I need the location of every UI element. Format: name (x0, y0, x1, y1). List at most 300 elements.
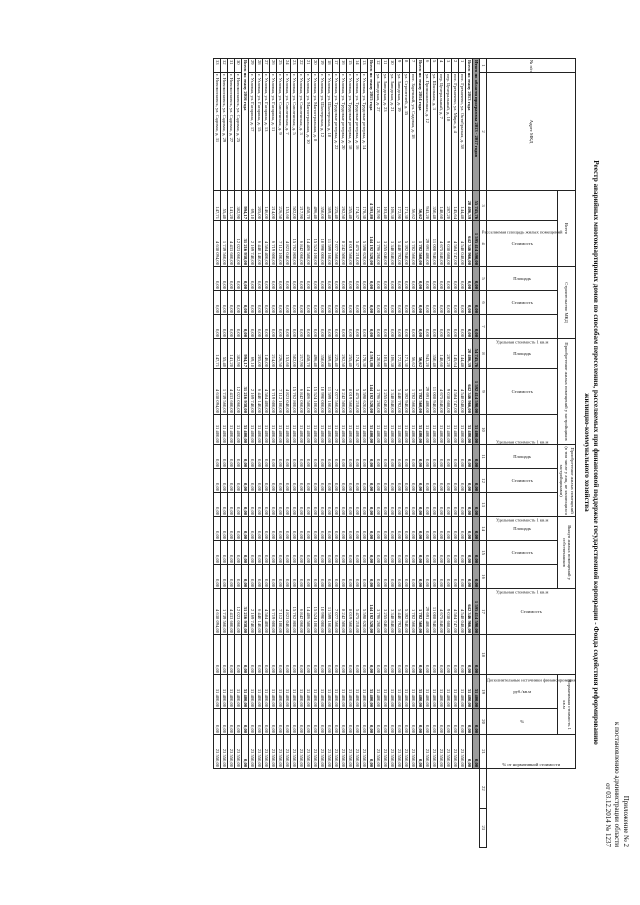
summary-value: 31 480,00 (417, 415, 424, 445)
row-value: 0,00 (298, 541, 305, 565)
row-value: 15 524 100,00 (312, 221, 319, 267)
row-value: 0,00 (298, 291, 305, 315)
row-value: 0,00 (221, 315, 228, 339)
row-value: 5 475 218,00 (354, 589, 361, 635)
row-value: 0,00 (445, 291, 452, 315)
row-value: 0,00 (382, 635, 389, 675)
row-value: 7 112 100,00 (277, 589, 284, 635)
row-number: 2 (452, 59, 459, 73)
row-value: 0,00 (312, 517, 319, 541)
row-value: 0,00 (354, 493, 361, 517)
row-value: 11 599 160,00 (326, 369, 333, 415)
row-value: 369,40 (326, 339, 333, 369)
summary-value: 0,00 (368, 709, 375, 735)
row-value: 0,00 (312, 493, 319, 517)
table-row (424, 59, 431, 848)
row-value: 31 480,00 (424, 415, 431, 445)
stage-total-row (368, 59, 375, 848)
summary-value: 31 480,00 (466, 675, 473, 709)
row-value: 350,48 (431, 191, 438, 221)
row-value: 31 400,00 (326, 675, 333, 709)
row-value: 8 019 560,00 (347, 369, 354, 415)
row-value: 0,00 (459, 445, 466, 469)
row-value: 31 480,00 (382, 675, 389, 709)
row-value: 4 823 040,00 (284, 589, 291, 635)
row-value: 3 796 260,00 (375, 221, 382, 267)
row-value: 0,00 (354, 517, 361, 541)
row-value: 0,00 (305, 267, 312, 291)
row-value: 106,38 (389, 339, 396, 369)
row-value: 0,00 (375, 541, 382, 565)
row-value: 0,00 (431, 469, 438, 493)
column-number-cell: 23 (480, 808, 487, 847)
summary-value: 0,00 (242, 735, 249, 769)
row-value: 0,00 (333, 267, 340, 291)
row-value: 262,50 (340, 191, 347, 221)
row-value: 0,00 (270, 267, 277, 291)
row-value: 226,50 (277, 339, 284, 369)
row-value: 0,00 (214, 315, 221, 339)
row-value: 23 550,00 (333, 735, 340, 769)
summary-value: 0,00 (473, 315, 480, 339)
summary-value: 0,00 (473, 469, 480, 493)
row-value: 0,00 (263, 267, 270, 291)
column-number-cell: 12 (480, 469, 487, 493)
row-value: 0,00 (424, 291, 431, 315)
row-value: 23 550,00 (424, 735, 431, 769)
row-value: 23 550,00 (277, 735, 284, 769)
row-value: 0,00 (438, 469, 445, 493)
row-value: 23 550,00 (361, 735, 368, 769)
row-value: 6 842 060,00 (298, 221, 305, 267)
summary-value: 0,00 (368, 635, 375, 675)
header-other-cost: Стоимость (487, 469, 558, 493)
row-number: 30 (235, 59, 242, 73)
row-value: 0,00 (354, 445, 361, 469)
row-value: 255,40 (347, 339, 354, 369)
summary-value: 0,00 (417, 445, 424, 469)
row-value: 0,00 (312, 709, 319, 735)
row-value: 0,00 (375, 291, 382, 315)
row-value: 7 077 560,00 (333, 369, 340, 415)
summary-value: 1 782 560,00 (417, 369, 424, 415)
row-value: 0,00 (361, 541, 368, 565)
header-developers-group: Приобретение жилых помещений у застройщиков (558, 339, 576, 445)
row-value: 287,20 (445, 339, 452, 369)
row-value: 5 598 620,00 (361, 221, 368, 267)
row-value: 0,00 (340, 445, 347, 469)
row-value: 0,00 (361, 315, 368, 339)
row-value: 0,00 (284, 315, 291, 339)
summary-value: 0,00 (417, 735, 424, 769)
row-value: 0,00 (389, 565, 396, 589)
row-value: 144,48 (459, 191, 466, 221)
row-value: 0,00 (221, 565, 228, 589)
row-value: 11 008 940,00 (431, 369, 438, 415)
column-number-cell: 15 (480, 541, 487, 565)
row-value: 0,00 (235, 445, 242, 469)
table-row (375, 59, 382, 848)
summary-value: 31 216 938,00 (242, 221, 249, 267)
row-value: 382,90 (235, 339, 242, 369)
row-value: 0,00 (445, 445, 452, 469)
appendix-block (603, 722, 630, 847)
row-value: 0,00 (305, 565, 312, 589)
header-other-unit: Удельная стоимость 1 кв.м (487, 493, 558, 517)
row-value: 0,00 (291, 469, 298, 493)
summary-value: 31 400,00 (368, 415, 375, 445)
row-value: 0,00 (438, 635, 445, 675)
summary-value: 0,00 (473, 565, 480, 589)
row-address: г. Узловая, ул. Шахтерская, д. 10 (326, 73, 333, 191)
summary-value: 56,62 (417, 339, 424, 369)
row-value: 0,00 (228, 517, 235, 541)
row-value: 1 782 560,00 (410, 369, 417, 415)
row-value: 0,00 (389, 635, 396, 675)
row-value: 0,00 (270, 469, 277, 493)
row-value: 0,00 (361, 635, 368, 675)
row-value: 31 400,00 (284, 415, 291, 445)
row-value: 4 584 400,00 (263, 221, 270, 267)
row-value: 0,00 (249, 517, 256, 541)
row-value: 0,00 (256, 565, 263, 589)
row-value: 0,00 (354, 709, 361, 735)
row-value: 4 675 840,00 (438, 589, 445, 635)
row-value: 0,00 (221, 517, 228, 541)
row-value: 0,00 (291, 541, 298, 565)
row-address: г. Узловая, ул. Гагарина, д. 11 (270, 73, 277, 191)
row-value: 0,00 (326, 517, 333, 541)
table-row (452, 59, 459, 848)
row-value: 31 480,00 (375, 415, 382, 445)
summary-value: 4 591,80 (368, 191, 375, 221)
summary-value: 0,00 (368, 315, 375, 339)
row-value: 0,00 (396, 517, 403, 541)
row-value: 31 480,00 (452, 415, 459, 445)
row-value: 31 400,00 (347, 415, 354, 445)
grand-total-row (473, 59, 480, 848)
row-value: 0,00 (438, 291, 445, 315)
table-row (312, 59, 319, 848)
row-value: 0,00 (298, 493, 305, 517)
row-address: ул. Строителей, д. 35 (403, 73, 410, 191)
summary-value: 0,00 (368, 267, 375, 291)
row-value: 6 440 140,00 (256, 589, 263, 635)
summary-value: 0,00 (368, 445, 375, 469)
row-value: 0,00 (382, 291, 389, 315)
appendix-line-3: от 03.12.2014 № 1237 (604, 783, 612, 847)
row-value: 0,00 (235, 291, 242, 315)
row-value: 0,00 (214, 541, 221, 565)
row-value: 0,00 (235, 709, 242, 735)
summary-value: 0,00 (368, 735, 375, 769)
row-value: 0,00 (256, 315, 263, 339)
row-value: 0,00 (340, 291, 347, 315)
row-value: 0,00 (452, 469, 459, 493)
row-value: 0,00 (389, 541, 396, 565)
row-value: 174,37 (354, 191, 361, 221)
row-value: 4 584 747,00 (452, 221, 459, 267)
row-value: 0,00 (375, 565, 382, 589)
row-value: 0,00 (347, 635, 354, 675)
row-value: 0,00 (396, 709, 403, 735)
row-value: 0,00 (431, 541, 438, 565)
row-value: 0,00 (452, 315, 459, 339)
row-value: 0,00 (291, 291, 298, 315)
row-value: 0,00 (375, 635, 382, 675)
row-value: 174,37 (354, 339, 361, 369)
row-value: 0,00 (459, 709, 466, 735)
row-value: 0,00 (319, 469, 326, 493)
row-number: 24 (284, 59, 291, 73)
summary-value: 31 216 938,00 (242, 589, 249, 635)
row-value: 225,40 (333, 191, 340, 221)
table-row (214, 59, 221, 848)
row-address: г. Узловая, ул. Гагарина, д. 13 (263, 73, 270, 191)
row-value: 0,00 (249, 635, 256, 675)
row-value: 23 550,00 (228, 735, 235, 769)
table-row (249, 59, 256, 848)
summary-value: 31 480,00 (466, 415, 473, 445)
summary-value: 20 406,39 (466, 339, 473, 369)
row-address: г. Новомосковск, ул. Садовая, д. 29 (221, 73, 228, 191)
row-value: 0,00 (389, 517, 396, 541)
row-value: 0,00 (445, 709, 452, 735)
row-number: 22 (298, 59, 305, 73)
row-value: 0,00 (403, 291, 410, 315)
row-value: 0,00 (263, 445, 270, 469)
row-value: 23 550,00 (340, 735, 347, 769)
row-value: 31 480,00 (431, 675, 438, 709)
row-value: 31 480,00 (396, 675, 403, 709)
row-value: 0,00 (326, 267, 333, 291)
row-value: 0,00 (305, 517, 312, 541)
row-value: 0,00 (354, 291, 361, 315)
row-value: 225,40 (333, 339, 340, 369)
table-row (326, 59, 333, 848)
row-value: 7 077 560,00 (333, 589, 340, 635)
row-value: 31 400,00 (298, 675, 305, 709)
column-number-cell: 4 (480, 221, 487, 267)
row-value: 6 719 600,00 (270, 369, 277, 415)
row-value: 0,00 (396, 469, 403, 493)
row-value: 0,00 (361, 469, 368, 493)
row-value: 0,00 (354, 469, 361, 493)
row-value: 0,00 (235, 541, 242, 565)
summary-value: 31 400,00 (473, 675, 480, 709)
row-value: 31 400,00 (249, 415, 256, 445)
row-value: 31 400,00 (291, 415, 298, 445)
row-value: 31 480,00 (459, 415, 466, 445)
row-value: 0,00 (256, 541, 263, 565)
row-address: г. Узловая, ул. Гагарина, д. 15 (256, 73, 263, 191)
row-value: 0,00 (305, 291, 312, 315)
table-row (263, 59, 270, 848)
row-value: 0,00 (424, 541, 431, 565)
row-value: 0,00 (452, 267, 459, 291)
registry-table (213, 58, 576, 848)
row-value: 0,00 (214, 469, 221, 493)
row-address: пос. Заречный, ул. Садовая, д. 18 (410, 73, 417, 191)
row-value: 0,00 (235, 565, 242, 589)
row-value: 0,00 (431, 315, 438, 339)
row-value: 5 440 792,00 (396, 589, 403, 635)
row-number: 5 (431, 59, 438, 73)
summary-value: 31 400,00 (242, 415, 249, 445)
header-mkd-cost: Стоимость (487, 291, 558, 315)
row-value: 4 433 680,00 (228, 589, 235, 635)
summary-value: 1 592 414 590,00 (473, 369, 480, 415)
row-value: 0,00 (319, 541, 326, 565)
row-value: 0,00 (347, 709, 354, 735)
row-value: 23 550,00 (256, 735, 263, 769)
column-number-cell: 19 (480, 675, 487, 709)
row-value: 0,00 (333, 493, 340, 517)
row-value: 4 584 400,00 (263, 589, 270, 635)
row-value: 1 782 560,00 (410, 589, 417, 635)
row-value: 0,00 (305, 541, 312, 565)
row-value: 0,00 (333, 565, 340, 589)
row-value: 0,00 (424, 709, 431, 735)
header-other-area: Площадь (487, 445, 558, 469)
stage-total-row (466, 59, 473, 848)
summary-value: 0,00 (242, 709, 249, 735)
row-value: 0,00 (445, 541, 452, 565)
row-value: 0,00 (319, 635, 326, 675)
row-value: 0,00 (459, 469, 466, 493)
row-value: 0,00 (291, 267, 298, 291)
summary-value: 0,00 (466, 635, 473, 675)
row-value: 1 739 560,00 (221, 369, 228, 415)
summary-value: 0,00 (417, 635, 424, 675)
row-value: 8 242 500,00 (340, 589, 347, 635)
row-value: 31 400,00 (235, 415, 242, 445)
row-value: 9 038 688,00 (445, 221, 452, 267)
row-value: 15 762 800,00 (291, 589, 298, 635)
row-value: 0,00 (424, 493, 431, 517)
row-value: 0,00 (277, 517, 284, 541)
row-value: 0,00 (389, 291, 396, 315)
row-address: г. Узловая, ул. Магистральная, д. 10 (305, 73, 312, 191)
row-value: 0,00 (270, 709, 277, 735)
row-address: ул. Заводская, д. 23 (382, 73, 389, 191)
row-value: 0,00 (228, 709, 235, 735)
row-number: 32 (221, 59, 228, 73)
row-value: 31 480,00 (438, 675, 445, 709)
row-value: 0,00 (403, 493, 410, 517)
row-value: 0,00 (452, 541, 459, 565)
table-row (221, 59, 228, 848)
row-address: г. Узловая, ул. Шахтерская, д. 12 (319, 73, 326, 191)
row-value: 0,00 (319, 445, 326, 469)
row-value: 147,71 (214, 191, 221, 221)
row-value: 31 400,00 (214, 415, 221, 445)
row-value: 23 550,00 (291, 735, 298, 769)
row-value: 4 548 048,00 (459, 589, 466, 635)
row-value: 0,00 (312, 541, 319, 565)
column-number-cell: 17 (480, 589, 487, 635)
row-value: 0,00 (228, 565, 235, 589)
row-value: 31 400,00 (361, 675, 368, 709)
summary-value: 0,00 (466, 493, 473, 517)
summary-value: 0,00 (466, 709, 473, 735)
row-value: 31 400,00 (305, 675, 312, 709)
table-row (256, 59, 263, 848)
row-value: 0,00 (221, 709, 228, 735)
row-value: 31 400,00 (312, 415, 319, 445)
column-number-cell: 1 (480, 59, 487, 73)
row-value: 0,00 (263, 565, 270, 589)
row-value: 0,00 (403, 469, 410, 493)
row-address: пер. Центральный, д. 18 (445, 73, 452, 191)
header-num: № п/п (487, 59, 576, 73)
row-value: 23 550,00 (347, 735, 354, 769)
appendix-line-2: к постановлению администрации области (613, 721, 621, 847)
row-value: 146,00 (263, 339, 270, 369)
row-value: 6 842 060,00 (298, 589, 305, 635)
row-value: 0,00 (319, 267, 326, 291)
row-value: 0,00 (459, 291, 466, 315)
row-value: 4 638 094,00 (214, 369, 221, 415)
summary-value: 0,00 (242, 445, 249, 469)
row-address: г. Узловая, ул. Гагарина, д. 17 (249, 73, 256, 191)
summary-value: 54 745,76 (473, 339, 480, 369)
row-value: 31 400,00 (291, 675, 298, 709)
row-value: 0,00 (361, 291, 368, 315)
column-number-cell: 10 (480, 415, 487, 445)
row-value: 0,00 (305, 469, 312, 493)
row-value: 0,00 (403, 709, 410, 735)
row-value: 15 524 100,00 (312, 589, 319, 635)
header-mkd-area: Площадь (487, 267, 558, 291)
summary-value: 0,00 (473, 291, 480, 315)
row-value: 0,00 (396, 493, 403, 517)
column-number-cell: 3 (480, 191, 487, 221)
row-value: 31 400,00 (319, 675, 326, 709)
header-mkd-unit: Удельная стоимость 1 кв.м (487, 315, 558, 339)
header-dev-cost: Стоимость (487, 369, 558, 415)
row-value: 226,50 (277, 191, 284, 221)
column-number-cell: 6 (480, 291, 487, 315)
header-addl-cost: Стоимость (487, 589, 576, 635)
table-row (270, 59, 277, 848)
row-value: 0,00 (347, 565, 354, 589)
row-value: 0,00 (347, 315, 354, 339)
row-value: 0,00 (221, 635, 228, 675)
header-mkd-group: Строительство МКД (558, 267, 576, 339)
row-value: 0,00 (375, 445, 382, 469)
stage-total-row (417, 59, 424, 848)
row-number: 31 (228, 59, 235, 73)
row-value: 0,00 (326, 469, 333, 493)
row-value: 350,48 (431, 339, 438, 369)
row-value: 0,00 (277, 709, 284, 735)
row-address: ул. Промышленная, д. 12 (424, 73, 431, 191)
row-value: 31 400,00 (354, 415, 361, 445)
row-value: 0,00 (298, 267, 305, 291)
row-value: 0,00 (452, 291, 459, 315)
row-value: 0,00 (438, 445, 445, 469)
row-value: 0,00 (389, 315, 396, 339)
row-value: 0,00 (235, 315, 242, 339)
summary-value: 0,00 (473, 635, 480, 675)
row-value: 0,00 (291, 517, 298, 541)
row-value: 0,00 (445, 469, 452, 493)
row-value: 0,00 (221, 469, 228, 493)
row-value: 0,00 (389, 445, 396, 469)
row-value: 350,00 (319, 339, 326, 369)
row-value: 31 400,00 (249, 675, 256, 709)
